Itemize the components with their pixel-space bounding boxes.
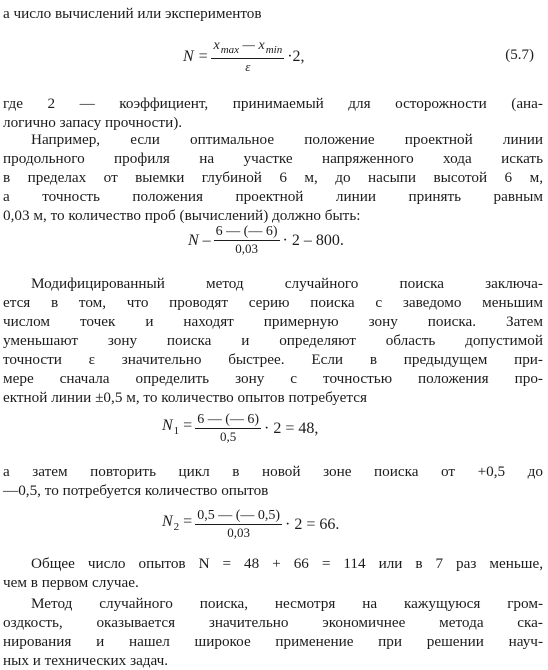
text-line: ется в том, что проводят серию поиска с заведомо меньшим [3, 294, 543, 311]
formula-5-7 [183, 38, 305, 74]
paragraph-example [3, 130, 543, 225]
fraction-denominator: 0,5 [219, 429, 237, 444]
formula-lhs: N – [188, 231, 211, 249]
paragraph-total [3, 554, 543, 592]
paragraph-conclusion [3, 594, 543, 670]
fraction-numerator: $x_{max}$ — $x_{min}$ [213, 38, 283, 56]
fraction [211, 38, 284, 74]
formula-n-800 [188, 224, 344, 256]
text-line: продольного профиля на участке напряженного хода искать [3, 150, 543, 167]
fraction [214, 224, 280, 256]
text-line: Модифицированный метод случайного поиска заключа- [31, 275, 543, 292]
fraction-denominator: 0,03 [235, 241, 258, 256]
formula-rhs: · 2 = 66. [285, 515, 340, 533]
formula-rhs: ·2, [287, 47, 305, 65]
text-line: чем в первом случае. [3, 574, 139, 591]
fraction [195, 412, 261, 444]
text-line: Например, если оптимальное положение проектной линии [31, 131, 543, 148]
text-line: нирования и нашел широкое применение при решении науч- [3, 633, 543, 650]
text-line: а точность положения проектной линии принять равным [3, 188, 543, 205]
formula-lhs: $N_2$ = [162, 512, 193, 533]
text-line: —0,5, то потребуется количество опытов [3, 482, 269, 499]
formula-n1 [162, 412, 318, 444]
formula-rhs: · 2 = 48, [264, 419, 319, 437]
text-line: ных и технических задач. [3, 652, 169, 669]
fraction-numerator: 6 — (— 6) [197, 412, 260, 427]
paragraph-then [3, 462, 543, 500]
formula-lhs: $N_1$ = [162, 416, 193, 437]
paragraph-intro [3, 4, 543, 23]
text-line: числом точек и находят примерную зону поиска. Затем [3, 313, 543, 330]
paragraph-coefficient [3, 94, 543, 132]
text-line: Общее число опытов N = 48 + 66 = 114 или в 7 раз меньше, [31, 555, 543, 572]
text-line: а затем повторить цикл в новой зоне поиска от +0,5 до [3, 463, 543, 480]
text-line: а число вычислений или экспериментов [3, 5, 262, 22]
text-line: 0,03 м, то количество проб (вычислений) должно быть: [3, 207, 361, 224]
equation-number: (5.7) [505, 47, 534, 63]
text-line: оздкость, оказывается значительно экономичнее метода ска- [3, 614, 543, 631]
text-line: где 2 — коэффициент, принимаемый для осторожности (ана- [3, 95, 543, 112]
formula-n2 [162, 508, 339, 540]
text-line: логично запасу прочности). [3, 114, 183, 131]
fraction [195, 508, 282, 540]
fraction-denominator: 0,03 [227, 525, 250, 540]
text-line: точности ε значительно быстрее. Если в предыдущем при- [3, 351, 543, 368]
formula-lhs: N = [183, 47, 209, 65]
text-line: Метод случайного поиска, несмотря на кажущуюся гром- [31, 595, 543, 612]
formula-rhs: · 2 – 800. [282, 231, 344, 249]
fraction-denominator: ε [245, 59, 251, 74]
fraction-numerator: 6 — (— 6) [215, 224, 278, 239]
text-line: в пределах от выемки глубиной 6 м, до насыпи высотой 6 м, [3, 169, 543, 186]
paragraph-modified-method [3, 274, 543, 407]
text-line: уменьшают зону поиска и определяют область допустимой [3, 332, 543, 349]
text-line: мере сначала определить зону с точностью положения про- [3, 370, 543, 387]
text-line: ектной линии ±0,5 м, то количество опытов потребуется [3, 389, 367, 406]
fraction-numerator: 0,5 — (— 0,5) [197, 508, 281, 523]
